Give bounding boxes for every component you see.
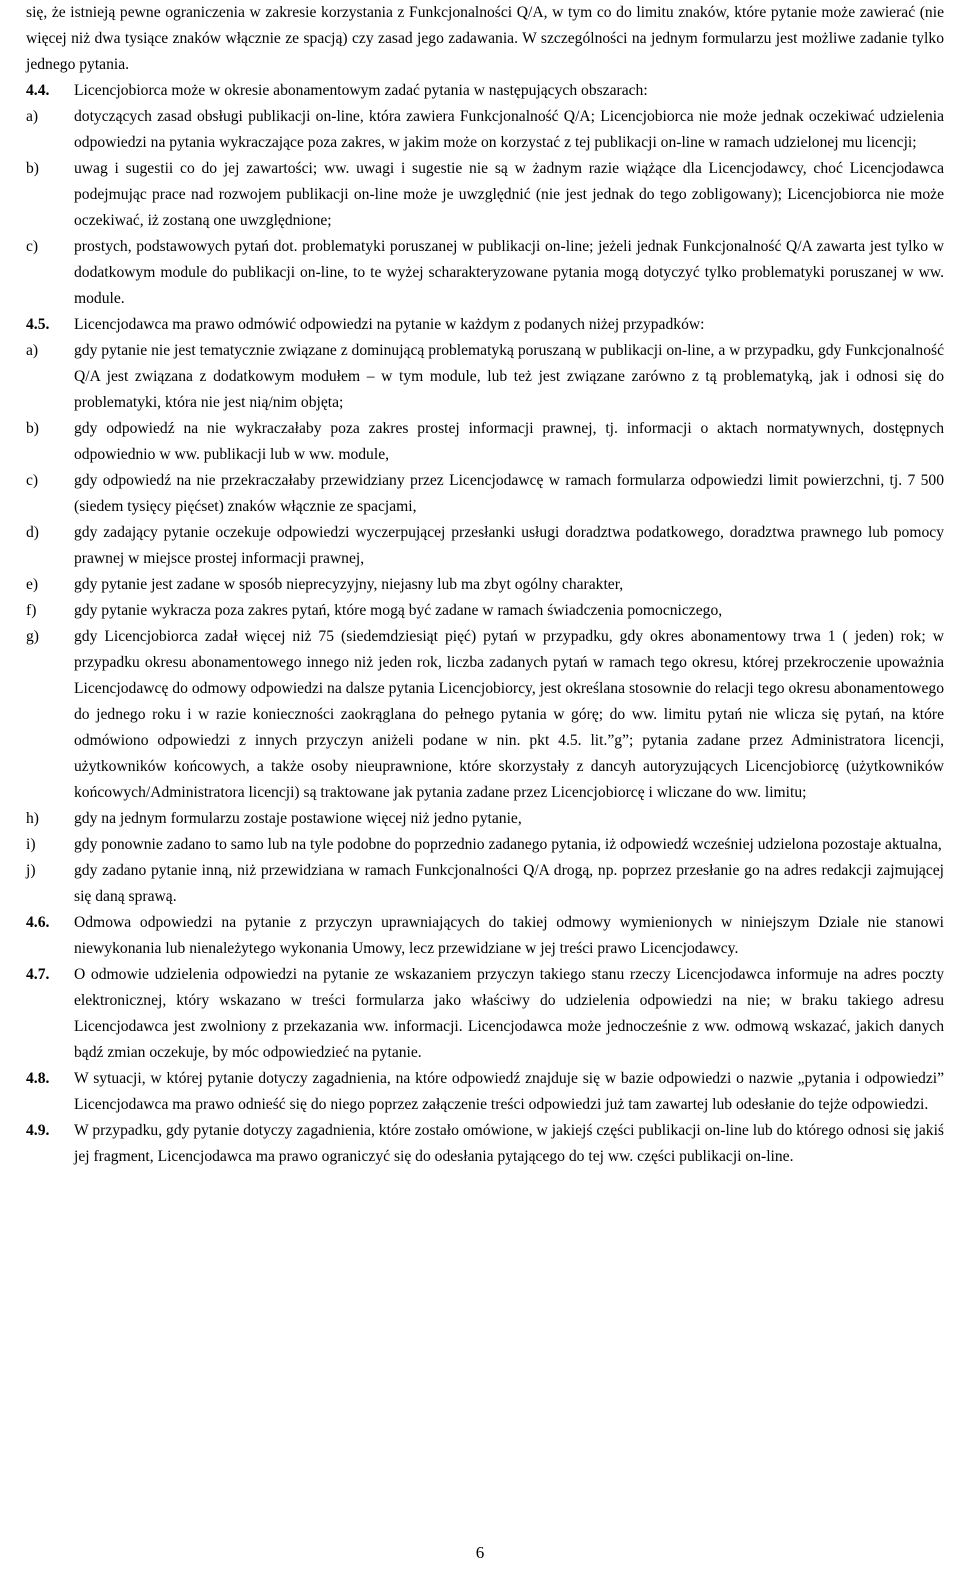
item-text: gdy zadano pytanie inną, niż przewidziana w ramach Funkcjonalności Q/A drogą, np. poprzez przesłanie go na adres redakcji zajmującej się daną sprawą.: [74, 862, 944, 905]
item-label: h): [26, 810, 39, 827]
item-text: gdy odpowiedź na nie wykraczałaby poza zakres prostej informacji prawnej, tj. informacji o aktach normatywnych, dostępnych odpowiednio w ww. publikacji lub w ww. module,: [74, 420, 944, 463]
list-item: [26, 104, 944, 156]
item-label: b): [26, 160, 39, 177]
item-label: c): [26, 238, 39, 255]
item-text: gdy ponownie zadano to samo lub na tyle podobne do poprzednio zadanego pytania, iż odpowiedź wcześniej udzielona pozostaje aktualna,: [74, 836, 942, 853]
item-label: e): [26, 576, 39, 593]
list-item: [26, 468, 944, 520]
section-number: 4.8.: [26, 1070, 50, 1087]
intro-paragraph: się, że istnieją pewne ograniczenia w zakresie korzystania z Funkcjonalności Q/A, w tym co do limitu znaków, które pytanie może zawierać (nie więcej niż dwa tysiące znaków włącznie ze spacją) czy zasad jego zadawania. W szczególności na jednym formularzu jest możliwe zadanie tylko jednego pytania.: [26, 4, 944, 73]
item-label: g): [26, 628, 39, 645]
item-text: uwag i sugestii co do jej zawartości; ww. uwagi i sugestie nie są w żadnym razie wiążące dla Licencjodawcy, choć Licencjodawca podejmując prace nad rozwojem publikacji on-line może je uwzględnić (nie jest jednak do tego zobligowany); Licencjobiorca nie może oczekiwać, iż zostaną one uwzględnione;: [74, 160, 944, 229]
item-text: gdy pytanie nie jest tematycznie związane z dominującą problematyką poruszaną w publikacji on-line, a w przypadku, gdy Funkcjonalność Q/A jest związana z dodatkowym modułem – w tym module, lub też jest związane zarówno z tą problematyką, jak i odnosi się do problematyki, która nie jest nią/nim objęta;: [74, 342, 944, 411]
item-label: i): [26, 836, 36, 853]
list-item: [26, 806, 944, 832]
document-page: [26, 0, 944, 1170]
section-text: W przypadku, gdy pytanie dotyczy zagadnienia, które zostało omówione, w jakiejś części publikacji on-line lub do którego odnosi się jakiś jej fragment, Licencjodawca ma prawo ograniczyć się do odesłania pytającego do tej ww. części publikacji on-line.: [74, 1122, 944, 1165]
list-item: [26, 858, 944, 910]
list-item: [26, 624, 944, 806]
item-label: c): [26, 472, 39, 489]
item-text: gdy Licencjobiorca zadał więcej niż 75 (siedemdziesiąt pięć) pytań w przypadku, gdy okres abonamentowy trwa 1 ( jeden) rok; w przypadku okresu abonamentowego innego niż jeden rok, liczba zadanych pytań w ramach tego okresu, której przekroczenie upoważnia Licencjodawcę do odmowy odpowiedzi na dalsze pytania Licencjobiorcy, jest określana stosownie do relacji tego okresu abonamentowego do jednego roku i w razie konieczności zaokrąglana do pełnego pytania w górę; do ww. limitu pytań nie wlicza się pytań, na które odmówiono odpowiedzi z innych przyczyn aniżeli podane w nin. pkt 4.5. lit.”g”; pytania zadane przez Administratora licencji, użytkowników końcowych, a także osoby nieuprawnione, które skorzystały z dancyh autoryzujących Licencjobiorcę (użytkowników końcowych/Administratora licencji) są traktowane jak pytania zadane przez Licencjobiorcę i wliczane do ww. limitu;: [74, 628, 944, 801]
item-text: prostych, podstawowych pytań dot. problematyki poruszanej w publikacji on-line; jeżeli jednak Funkcjonalność Q/A zawarta jest tylko w dodatkowym module do publikacji on-line, to te wyżej scharakteryzowane pytania mogą dotyczyć tylko problematyki poruszanej w ww. module.: [74, 238, 944, 307]
item-text: gdy zadający pytanie oczekuje odpowiedzi wyczerpującej przesłanki usługi doradztwa podatkowego, doradztwa prawnego lub pomocy prawnej w miejsce prostej informacji prawnej,: [74, 524, 944, 567]
section-number: 4.5.: [26, 316, 50, 333]
section-heading: [26, 78, 944, 104]
item-text: gdy na jednym formularzu zostaje postawione więcej niż jedno pytanie,: [74, 810, 522, 827]
list-item: [26, 520, 944, 572]
item-label: d): [26, 524, 39, 541]
section-text: Odmowa odpowiedzi na pytanie z przyczyn uprawniających do takiej odmowy wymienionych w niniejszym Dziale nie stanowi niewykonania lub nienależytego wykonania Umowy, lecz przewidziane w jej treści prawo Licencjodawcy.: [74, 914, 944, 957]
item-text: gdy pytanie jest zadane w sposób nieprecyzyjny, niejasny lub ma zbyt ogólny charakter,: [74, 576, 624, 593]
section-number: 4.6.: [26, 914, 50, 931]
section-text: W sytuacji, w której pytanie dotyczy zagadnienia, na które odpowiedź znajduje się w bazie odpowiedzi o nazwie „pytania i odpowiedzi” Licencjodawca ma prawo odnieść się do niego poprzez załączenie treści odpowiedzi już tam zawartej lub odesłanie do tejże odpowiedzi.: [74, 1070, 944, 1113]
section-4-5: [26, 312, 944, 910]
section-text: O odmowie udzielenia odpowiedzi na pytanie ze wskazaniem przyczyn takiego stanu rzeczy Licencjodawca informuje na adres poczty elektronicznej, który wskazano w treści formularza jako właściwy do udzielenia odpowiedzi na nie; w braku takiego adresu Licencjodawca jest zwolniony z przekazania ww. informacji. Licencjodawca może jednocześnie z ww. odmową wskazać, jakich danych bądź zmian oczekuje, by móc odpowiedzieć na pytanie.: [74, 966, 944, 1061]
section-number: 4.4.: [26, 82, 50, 99]
item-label: a): [26, 108, 39, 125]
list-item: [26, 598, 944, 624]
section-heading: [26, 312, 944, 338]
item-label: j): [26, 862, 36, 879]
section-number: 4.9.: [26, 1122, 50, 1139]
section-4-7: [26, 962, 944, 1066]
item-label: f): [26, 602, 37, 619]
section-4-6: [26, 910, 944, 962]
item-label: a): [26, 342, 39, 359]
section-text: Licencjobiorca może w okresie abonamentowym zadać pytania w następujących obszarach:: [74, 82, 648, 99]
item-text: gdy odpowiedź na nie przekraczałaby przewidziany przez Licencjodawcę w ramach formularza odpowiedzi limit powierzchni, tj. 7 500 (siedem tysięcy pięćset) znaków włącznie ze spacjami,: [74, 472, 944, 515]
section-number: 4.7.: [26, 966, 50, 983]
list-item: [26, 234, 944, 312]
item-label: b): [26, 420, 39, 437]
section-4-4: [26, 78, 944, 312]
page-number: 6: [475, 1543, 485, 1562]
list-item: [26, 572, 944, 598]
section-4-8: [26, 1066, 944, 1118]
list-item: [26, 338, 944, 416]
list-item: [26, 416, 944, 468]
section-4-9: [26, 1118, 944, 1170]
item-text: gdy pytanie wykracza poza zakres pytań, które mogą być zadane w ramach świadczenia pomocniczego,: [74, 602, 723, 619]
section-text: Licencjodawca ma prawo odmówić odpowiedzi na pytanie w każdym z podanych niżej przypadków:: [74, 316, 705, 333]
list-item: [26, 156, 944, 234]
list-item: [26, 832, 944, 858]
item-text: dotyczących zasad obsługi publikacji on-line, która zawiera Funkcjonalność Q/A; Licencjobiorca nie może jednak oczekiwać udzielenia odpowiedzi na pytania wykraczające poza zakres, w jakim może on korzystać z tej publikacji on-line w ramach udzielonej mu licencji;: [74, 108, 944, 151]
